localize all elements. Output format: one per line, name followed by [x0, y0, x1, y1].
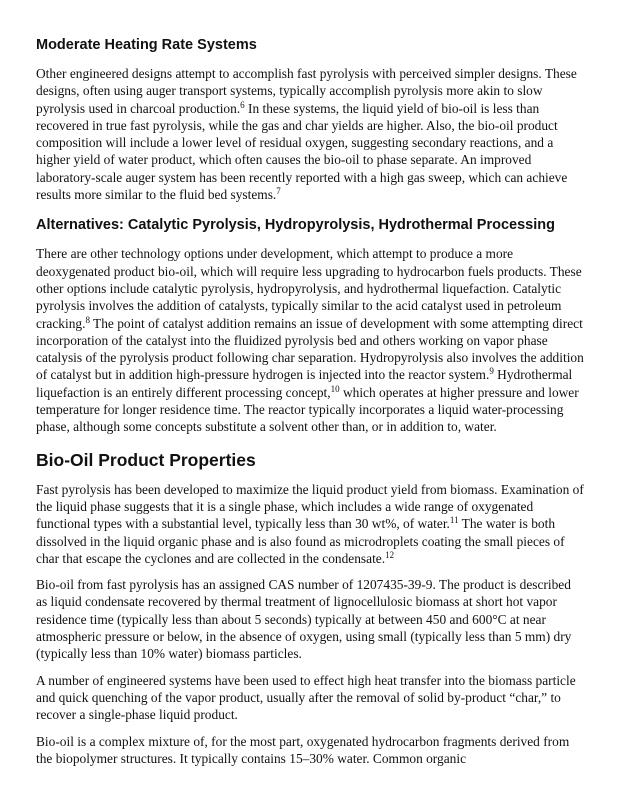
text-span: There are other technology options under development, which attempt to produce a more deoxygenated product bio-oil, which will require less upgrading to hydrocarbon fuels products. These other options include catalytic pyrolysis, hydropyrolysis, and hydrothermal liquefaction. Catalytic pyrolysis involves the addition of catalysts, typically similar to the acid catalyst used in petroleum cracking. — [36, 246, 582, 331]
reference-7[interactable]: 7 — [276, 186, 281, 197]
heading-alternatives: Alternatives: Catalytic Pyrolysis, Hydropyrolysis, Hydrothermal Processing — [36, 217, 555, 234]
text-span: In these systems, the liquid yield of bio-oil is less than recovered in true fast pyrolysis, while the gas and char yields are higher. Also, the bio-oil product composition will include a lower level of residual oxygen, suggesting secondary reactions, and a higher yield of water product, which often causes the bio-oil to phase separate. An improved laboratory-scale auger system has been recently reported with a high gas sweep, which can achieve results more similar to the fluid bed systems. — [36, 100, 568, 203]
paragraph-properties-4: Bio-oil is a complex mixture of, for the most part, oxygenated hydrocarbon fragments derived from the biopolymer structures. It typically contains 15–30% water. Common organic — [36, 733, 570, 766]
reference-10[interactable]: 10 — [330, 383, 340, 394]
text-span: The point of catalyst addition remains an issue of development with some attempting direct incorporation of the catalyst into the fluidized pyrolysis bed and others working on vapor phase catalysis of the pyrolysis product following char separation. Hydropyrolysis also involves the addition of catalyst but in addition high-pressure hydrogen is injected into the reactor system. — [36, 315, 584, 383]
paragraph-properties-1 — [36, 481, 584, 567]
text-span: The water is both dissolved in the liquid organic phase and is also found as microdroplets coating the small pieces of char that escape the cyclones and are collected in the condensate. — [36, 516, 565, 566]
text-span: Fast pyrolysis has been developed to maximize the liquid product yield from biomass. Examination of the liquid phase suggests that it is a single phase, which includes a wide range of oxygenated functional types with a substantial level, typically less than 30 wt%, of water. — [36, 481, 584, 532]
section-alternatives — [36, 216, 584, 435]
paragraph-properties-3: A number of engineered systems have been used to effect high heat transfer into the biomass particle and quick quenching of the vapor product, usually after the removal of solid by-product “char,” to recover a single-phase liquid product. — [36, 672, 576, 723]
reference-6[interactable]: 6 — [240, 99, 245, 110]
section-bio-oil-properties — [36, 449, 584, 767]
paragraph-properties-2: Bio-oil from fast pyrolysis has an assigned CAS number of 1207435-39-9. The product is described as liquid condensate recovered by thermal treatment of lignocellulosic biomass at short hot vapor residence time (typically less than about 5 seconds) typically at between 450 and 600°C at near atmospheric pressure or below, in the absence of oxygen, using small (typically less than 5 mm) dry (typically less than 10% water) biomass particles. — [36, 577, 572, 662]
text-span: Other engineered designs attempt to accomplish fast pyrolysis with perceived simpler designs. These designs, often using auger transport systems, typically accomplish pyrolysis more akin to slow pyrolysis used in charcoal production. — [36, 66, 577, 116]
text-span: Hydrothermal liquefaction is an entirely different processing concept, — [36, 367, 573, 400]
paragraph-alternatives-1 — [36, 245, 584, 435]
reference-11[interactable]: 11 — [449, 515, 459, 526]
document-body — [36, 36, 584, 776]
reference-9[interactable]: 9 — [489, 366, 494, 377]
heading-moderate-heating: Moderate Heating Rate Systems — [36, 37, 257, 53]
heading-bio-oil-properties: Bio-Oil Product Properties — [36, 449, 256, 470]
text-span: which operates at higher pressure and lower temperature for longer residence time. The reactor typically incorporates a liquid water-processing phase, although some concepts substitute a solvent other than, or in addition to, water. — [36, 384, 579, 435]
section-moderate-heating — [36, 36, 584, 203]
paragraph-moderate-1 — [36, 65, 584, 203]
reference-8[interactable]: 8 — [85, 314, 90, 325]
reference-12[interactable]: 12 — [385, 549, 395, 560]
